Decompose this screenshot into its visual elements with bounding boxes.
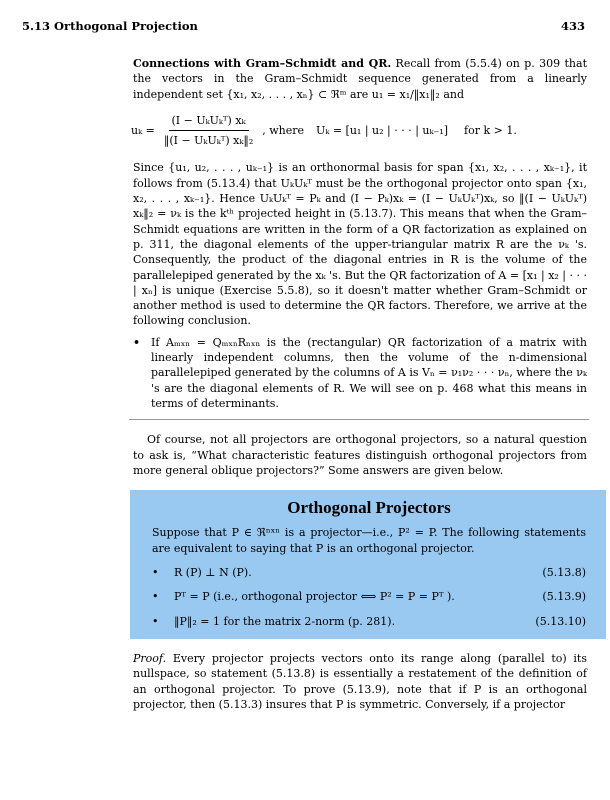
box-item-text: ‖P‖₂ = 1 for the matrix 2-norm (p. 281).	[174, 614, 396, 628]
orthogonal-projectors-box	[130, 490, 606, 639]
box-item	[152, 589, 586, 604]
equation-tag: (5.13.10)	[535, 614, 586, 628]
gram-schmidt-equation	[133, 113, 587, 149]
box-intro: Suppose that P ∈ ℜⁿˣⁿ is a projector—i.e., P² = P. The following statements are equivalent to saying that P is an orthogonal projector.	[152, 526, 586, 555]
bullet-dot: •	[152, 566, 159, 580]
bullet-dot: •	[133, 335, 141, 349]
bullet-dot: •	[152, 614, 159, 628]
proof-label: Proof.	[133, 651, 167, 665]
proof-paragraph	[133, 651, 587, 712]
page-header	[22, 19, 585, 35]
equation-lhs: uₖ =	[131, 124, 155, 138]
box-item-text: Pᵀ = P (i.e., orthogonal projector ⟺ P² = P = Pᵀ ).	[174, 590, 455, 604]
volume-bullet	[133, 335, 587, 411]
equation-fraction	[161, 113, 256, 149]
equation-condition: for k > 1.	[464, 124, 517, 138]
section-title: 5.13 Orthogonal Projection	[22, 19, 198, 33]
equation-where: , where	[262, 124, 305, 138]
divider	[129, 419, 589, 420]
oblique-paragraph: Of course, not all projectors are orthogonal projectors, so a natural question to ask is, “What characteristic features distinguish orthogonal projectors from more general oblique projectors?” Some answers are given below.	[133, 433, 587, 477]
equation-tag: (5.13.9)	[542, 590, 586, 604]
connections-intro: Recall from (5.5.4) on p. 309 that the vectors in the Gram–Schmidt sequence generated from a linearly independent set {x₁, x₂, . . . , xₙ} ⊂ ℜᵐ are u₁ = x₁/‖x₁‖₂ and	[133, 57, 587, 101]
proof-text: Every projector projects vectors onto its range along (parallel to) its nullspace, so statement (5.13.8) is essentially a restatement of the definition of an orthogonal projector. To prove (5.13.9), note that if P is an orthogonal projector, then (5.13.3) insures that P is symmetric. Conversely, if a projector	[133, 651, 587, 711]
volume-bullet-text: If Aₘₓₙ = QₘₓₙRₙₓₙ is the (rectangular) QR factorization of a matrix with linearly independent columns, then the volume of the n-dimensional parallelepiped generated by the columns of A is Vₙ = ν₁ν₂ · · · νₙ, where the νₖ 's are the diagonal elements of R. We will see on p. 468 what this means in terms of determinants.	[151, 335, 587, 410]
qr-paragraph: Since {u₁, u₂, . . . , uₖ₋₁} is an orthonormal basis for span {x₁, x₂, . . . , xₖ₋₁}, it follows from (5.13.4) that UₖUₖᵀ must be the orthogonal projector onto span {x₁, x₂, . . . , xₖ₋₁}. Hence UₖUₖᵀ = Pₖ and (I − Pₖ)xₖ = (I − UₖUₖᵀ)xₖ, so ‖(I − UₖUₖᵀ) xₖ‖₂ = νₖ is the kᵗʰ projected height in (5.13.7). This means that when the Gram–Schmidt equations are written in the form of a QR factorization as explained on p. 311, the diagonal elements of the upper-triangular matrix R are the νₖ 's. Consequently, the product of the diagonal entries in R is the volume of the parallelepiped generated by the xₖ 's. But the QR factorization of A = [x₁ | x₂ | · · · | xₙ] is unique (Exercise 5.5.8), so it doesn't matter whether Gram–Schmidt or another method is used to determine the QR factors. Therefore, we arrive at the following conclusion.	[133, 161, 587, 328]
box-item	[152, 565, 586, 580]
equation-numerator: (I − UₖUₖᵀ) xₖ	[169, 113, 249, 131]
box-item-text: R (P) ⊥ N (P).	[174, 566, 252, 580]
connections-paragraph	[133, 56, 587, 102]
page-number: 433	[560, 19, 585, 33]
equation-U-definition: Uₖ = [u₁ | u₂ | · · · | uₖ₋₁]	[316, 124, 449, 138]
equation-tag: (5.13.8)	[542, 566, 586, 580]
box-title: Orthogonal Projectors	[287, 498, 451, 518]
connections-heading: Connections with Gram–Schmidt and QR.	[133, 57, 392, 70]
equation-denominator: ‖(I − UₖUₖᵀ) xₖ‖₂	[163, 134, 254, 148]
box-item	[152, 614, 586, 629]
bullet-dot: •	[152, 590, 159, 604]
page-body	[133, 56, 587, 712]
